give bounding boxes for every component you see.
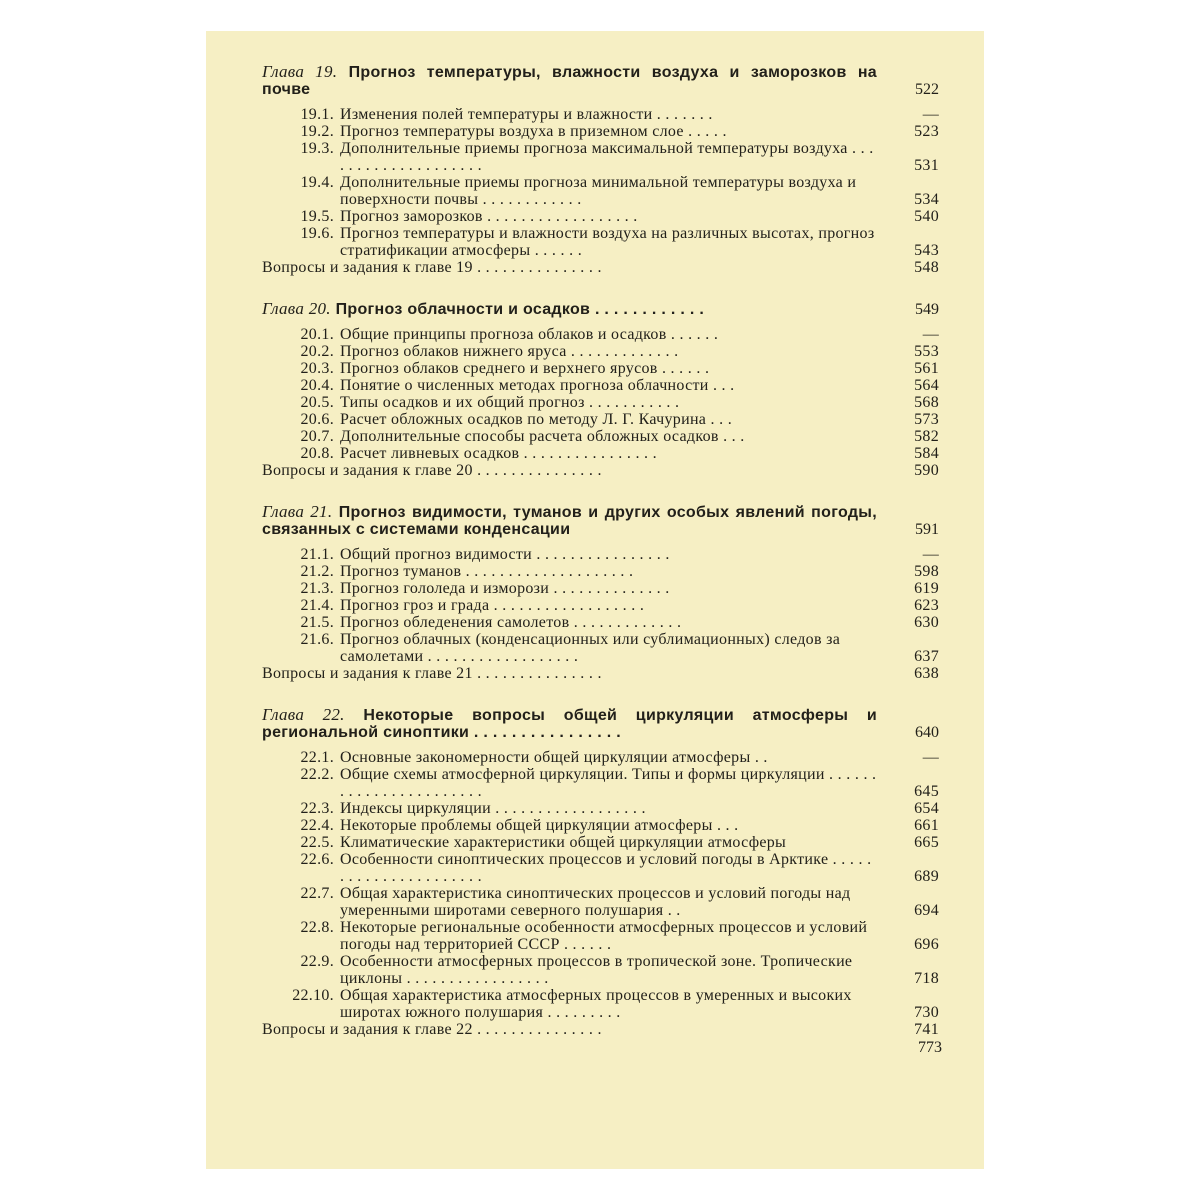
chapter-label: Глава 21. bbox=[262, 502, 333, 521]
section-title: Прогноз облаков нижнего яруса . . . . . . . . . . . . . bbox=[340, 343, 679, 360]
section-number: 22.8. bbox=[300, 919, 334, 936]
section-page-number: 568 bbox=[914, 394, 939, 411]
chapter-heading[interactable] bbox=[262, 503, 939, 538]
section-title: Прогноз облачных (конденсационных или сублимационных) следов за самолетами . . . . . . . . . . . . . . . . . . bbox=[340, 631, 841, 665]
section-title: Расчет ливневых осадков . . . . . . . . . . . . . . . . bbox=[340, 445, 657, 462]
section-number: 19.6. bbox=[300, 225, 334, 242]
section-title: Прогноз туманов . . . . . . . . . . . . . . . . . . . . bbox=[340, 563, 634, 580]
chapter-block bbox=[262, 63, 939, 276]
section-page-number: 694 bbox=[914, 902, 939, 919]
section-page-number: 523 bbox=[914, 123, 939, 140]
chapter-label: Глава 22. bbox=[262, 705, 345, 724]
section-number: 20.6. bbox=[300, 411, 334, 428]
table-of-contents bbox=[262, 63, 939, 1062]
section-page-number: 582 bbox=[914, 428, 939, 445]
section-title: Расчет обложных осадков по методу Л. Г. Качурина . . . bbox=[340, 411, 733, 428]
chapter-title bbox=[262, 300, 877, 318]
section-number: 22.6. bbox=[300, 851, 334, 868]
chapter-page-number: 522 bbox=[915, 81, 939, 98]
section-page-number: 584 bbox=[914, 445, 939, 462]
section-page-number: 534 bbox=[914, 191, 939, 208]
section-number: 20.2. bbox=[300, 343, 334, 360]
toc-section-entry[interactable] bbox=[262, 580, 939, 597]
section-page-number: 619 bbox=[914, 580, 939, 597]
toc-section-entry[interactable] bbox=[262, 208, 939, 225]
section-page-number: 718 bbox=[914, 970, 939, 987]
toc-section-entry[interactable] bbox=[262, 749, 939, 766]
chapter-title-text: Прогноз облачности и осадков . . . . . . . . . . . . bbox=[335, 301, 705, 318]
section-number: 21.3. bbox=[300, 580, 334, 597]
toc-section-entry[interactable] bbox=[262, 563, 939, 580]
section-number: 19.5. bbox=[300, 208, 334, 225]
questions-title: Вопросы и задания к главе 22 . . . . . . . . . . . . . . . bbox=[262, 1021, 602, 1038]
section-title: Прогноз гололеда и изморози . . . . . . . . . . . . . . bbox=[340, 580, 670, 597]
questions-page-number: 741 bbox=[914, 1021, 939, 1038]
toc-section-entry[interactable] bbox=[262, 817, 939, 834]
toc-section-entry[interactable] bbox=[262, 377, 939, 394]
questions-entry[interactable] bbox=[262, 259, 939, 276]
section-number: 21.2. bbox=[300, 563, 334, 580]
section-title: Изменения полей температуры и влажности . . . . . . . bbox=[340, 106, 713, 123]
chapter-page-number: 591 bbox=[915, 521, 939, 538]
section-number: 21.1. bbox=[300, 546, 334, 563]
toc-section-entry[interactable] bbox=[262, 445, 939, 462]
section-title: Прогноз температуры воздуха в приземном слое . . . . . bbox=[340, 123, 727, 140]
section-page-number: — bbox=[922, 326, 939, 343]
section-page-number: 561 bbox=[914, 360, 939, 377]
chapter-title bbox=[262, 706, 877, 741]
toc-section-entry[interactable] bbox=[262, 140, 939, 174]
section-number: 22.2. bbox=[300, 766, 334, 783]
book-page bbox=[206, 31, 984, 1169]
section-title: Прогноз обледенения самолетов . . . . . . . . . . . . . bbox=[340, 614, 682, 631]
section-title: Общие принципы прогноза облаков и осадков . . . . . . bbox=[340, 326, 719, 343]
section-page-number: 540 bbox=[914, 208, 939, 225]
section-page-number: 730 bbox=[914, 1004, 939, 1021]
section-number: 20.1. bbox=[300, 326, 334, 343]
section-page-number: 645 bbox=[914, 783, 939, 800]
questions-title: Вопросы и задания к главе 20 . . . . . . . . . . . . . . . bbox=[262, 462, 602, 479]
section-number: 20.8. bbox=[300, 445, 334, 462]
section-page-number: 637 bbox=[914, 648, 939, 665]
section-number: 21.6. bbox=[300, 631, 334, 648]
chapter-heading[interactable] bbox=[262, 300, 939, 318]
chapter-heading[interactable] bbox=[262, 706, 939, 741]
section-number: 21.4. bbox=[300, 597, 334, 614]
section-page-number: 661 bbox=[914, 817, 939, 834]
toc-section-entry[interactable] bbox=[262, 834, 939, 851]
toc-section-entry[interactable] bbox=[262, 174, 939, 208]
toc-section-entry[interactable] bbox=[262, 411, 939, 428]
questions-page-number: 590 bbox=[914, 462, 939, 479]
section-page-number: 531 bbox=[914, 157, 939, 174]
toc-section-entry[interactable] bbox=[262, 953, 939, 987]
section-number: 22.3. bbox=[300, 800, 334, 817]
chapter-title bbox=[262, 63, 877, 98]
section-page-number: 543 bbox=[914, 242, 939, 259]
section-title: Основные закономерности общей циркуляции атмосферы . . bbox=[340, 749, 768, 766]
section-title: Общая характеристика синоптических процессов и условий погоды над умеренными широтами северного полушария . . bbox=[340, 885, 851, 919]
questions-entry[interactable] bbox=[262, 1021, 939, 1038]
toc-section-entry[interactable] bbox=[262, 428, 939, 445]
section-title: Дополнительные приемы прогноза минимальной температуры воздуха и поверхности почвы . . . . . . . . . . . . bbox=[340, 174, 857, 208]
section-title: Особенности атмосферных процессов в тропической зоне. Тропические циклоны . . . . . . . . . . . . . . . . . bbox=[340, 953, 853, 987]
questions-title: Вопросы и задания к главе 19 . . . . . . . . . . . . . . . bbox=[262, 259, 602, 276]
section-title: Индексы циркуляции . . . . . . . . . . . . . . . . . . bbox=[340, 800, 646, 817]
toc-section-entry[interactable] bbox=[262, 987, 939, 1021]
section-page-number: — bbox=[922, 106, 939, 123]
chapter-page-number: 549 bbox=[915, 301, 939, 318]
toc-section-entry[interactable] bbox=[262, 614, 939, 631]
toc-section-entry[interactable] bbox=[262, 394, 939, 411]
section-title: Некоторые региональные особенности атмосферных процессов и условий погоды над территорией СССР . . . . . . bbox=[340, 919, 868, 953]
section-title: Прогноз температуры и влажности воздуха на различных высотах, прогноз стратификации атмосферы . . . . . . bbox=[340, 225, 875, 259]
section-number: 19.2. bbox=[300, 123, 334, 140]
section-title: Дополнительные способы расчета обложных осадков . . . bbox=[340, 428, 745, 445]
section-number: 20.4. bbox=[300, 377, 334, 394]
section-number: 22.9. bbox=[300, 953, 334, 970]
chapter-title-text: Прогноз температуры, влажности воздуха и заморозков на почве bbox=[262, 64, 877, 98]
chapter-block bbox=[262, 300, 939, 479]
section-number: 19.4. bbox=[300, 174, 334, 191]
chapter-block bbox=[262, 706, 939, 1038]
section-page-number: 665 bbox=[914, 834, 939, 851]
questions-page-number: 548 bbox=[914, 259, 939, 276]
chapter-block bbox=[262, 503, 939, 682]
section-page-number: 630 bbox=[914, 614, 939, 631]
section-list bbox=[262, 749, 939, 1021]
section-title: Некоторые проблемы общей циркуляции атмосферы . . . bbox=[340, 817, 739, 834]
questions-entry[interactable] bbox=[262, 665, 939, 682]
section-page-number: 564 bbox=[914, 377, 939, 394]
chapter-page-number: 640 bbox=[915, 724, 939, 741]
questions-page-number: 638 bbox=[914, 665, 939, 682]
section-number: 19.1. bbox=[300, 106, 334, 123]
toc-section-entry[interactable] bbox=[262, 851, 939, 885]
toc-section-entry[interactable] bbox=[262, 546, 939, 563]
toc-section-entry[interactable] bbox=[262, 885, 939, 919]
chapter-heading[interactable] bbox=[262, 63, 939, 98]
section-page-number: 553 bbox=[914, 343, 939, 360]
toc-section-entry[interactable] bbox=[262, 766, 939, 800]
section-title: Типы осадков и их общий прогноз . . . . . . . . . . . bbox=[340, 394, 680, 411]
section-number: 22.7. bbox=[300, 885, 334, 902]
section-number: 19.3. bbox=[300, 140, 334, 157]
chapter-label: Глава 20. bbox=[262, 299, 331, 318]
chapter-title-text: Некоторые вопросы общей циркуляции атмосферы и региональной синоптики . . . . . . . . . . . . . . . . bbox=[262, 707, 877, 741]
toc-section-entry[interactable] bbox=[262, 631, 939, 665]
section-list bbox=[262, 546, 939, 665]
section-page-number: 573 bbox=[914, 411, 939, 428]
section-page-number: 696 bbox=[914, 936, 939, 953]
section-page-number: 654 bbox=[914, 800, 939, 817]
section-title: Особенности синоптических процессов и условий погоды в Арктике . . . . . . . . . . . . . . . . . . . . . . bbox=[340, 851, 872, 885]
toc-section-entry[interactable] bbox=[262, 597, 939, 614]
section-title: Дополнительные приемы прогноза максимальной температуры воздуха . . . . . . . . . . . . . . . . . . . . bbox=[340, 140, 874, 174]
toc-section-entry[interactable] bbox=[262, 123, 939, 140]
section-number: 20.3. bbox=[300, 360, 334, 377]
toc-section-entry[interactable] bbox=[262, 343, 939, 360]
section-number: 21.5. bbox=[300, 614, 334, 631]
section-number: 22.10. bbox=[292, 987, 334, 1004]
section-number: 22.5. bbox=[300, 834, 334, 851]
chapter-title bbox=[262, 503, 877, 538]
section-title: Общая характеристика атмосферных процессов в умеренных и высоких широтах южного полушария . . . . . . . . . bbox=[340, 987, 852, 1021]
section-number: 22.4. bbox=[300, 817, 334, 834]
page-number: 773 bbox=[918, 1039, 942, 1056]
chapter-title-text: Прогноз видимости, туманов и других особых явлений погоды, связанных с системами конденсации bbox=[262, 504, 877, 538]
section-title: Общие схемы атмосферной циркуляции. Типы и формы циркуляции . . . . . . . . . . . . . . . . . . . . . . . bbox=[340, 766, 877, 800]
questions-title: Вопросы и задания к главе 21 . . . . . . . . . . . . . . . bbox=[262, 665, 602, 682]
section-page-number: — bbox=[922, 546, 939, 563]
toc-section-entry[interactable] bbox=[262, 225, 939, 259]
section-number: 20.7. bbox=[300, 428, 334, 445]
toc-section-entry[interactable] bbox=[262, 919, 939, 953]
section-title: Понятие о численных методах прогноза облачности . . . bbox=[340, 377, 735, 394]
section-page-number: 598 bbox=[914, 563, 939, 580]
section-list bbox=[262, 326, 939, 462]
section-title: Прогноз облаков среднего и верхнего ярусов . . . . . . bbox=[340, 360, 710, 377]
questions-entry[interactable] bbox=[262, 462, 939, 479]
section-page-number: — bbox=[922, 749, 939, 766]
section-title: Прогноз гроз и града . . . . . . . . . . . . . . . . . . bbox=[340, 597, 645, 614]
section-number: 22.1. bbox=[300, 749, 334, 766]
section-page-number: 689 bbox=[914, 868, 939, 885]
chapter-label: Глава 19. bbox=[262, 62, 338, 81]
toc-section-entry[interactable] bbox=[262, 360, 939, 377]
section-list bbox=[262, 106, 939, 259]
toc-section-entry[interactable] bbox=[262, 800, 939, 817]
section-title: Общий прогноз видимости . . . . . . . . . . . . . . . . bbox=[340, 546, 670, 563]
section-title: Климатические характеристики общей циркуляции атмосферы bbox=[340, 834, 787, 851]
section-number: 20.5. bbox=[300, 394, 334, 411]
section-page-number: 623 bbox=[914, 597, 939, 614]
toc-section-entry[interactable] bbox=[262, 326, 939, 343]
toc-section-entry[interactable] bbox=[262, 106, 939, 123]
section-title: Прогноз заморозков . . . . . . . . . . . . . . . . . . bbox=[340, 208, 638, 225]
